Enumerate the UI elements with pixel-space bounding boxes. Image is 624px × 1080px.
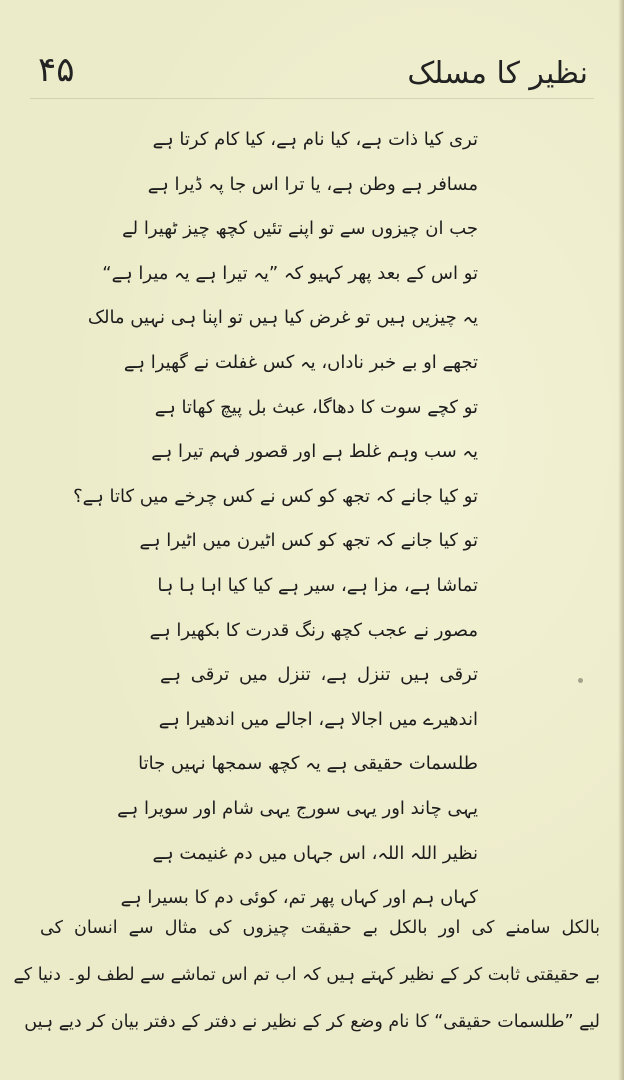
- verse-line: طلسمات حقیقی ہے یہ کچھ سمجھا نہیں جاتا: [138, 753, 478, 775]
- verse-line: تجھے او بے خبر ناداں، یہ کس غفلت نے گھیرا ہے: [123, 351, 478, 373]
- verse-line: ترقی ہیں تنزل ہے، تنزل میں ترقی ہے: [160, 664, 478, 686]
- ink-speck: [578, 678, 583, 683]
- prose-paragraph: [13, 905, 600, 1046]
- verse-line: تماشا ہے، مزا ہے، سیر ہے کیا کیا اہا ہا ہا: [157, 574, 478, 596]
- verse-line: یہ چیزیں ہیں تو غرض کیا ہیں تو اپنا ہی نہیں مالک: [87, 307, 478, 329]
- verse-line: تو اس کے بعد پھر کہیو کہ ”یہ تیرا ہے یہ میرا ہے“: [102, 262, 478, 284]
- verse-line: تو کچے سوت کا دھاگا، عبث بل پیچ کھاتا ہے: [154, 396, 478, 418]
- verse-line: تو کیا جانے کہ تجھ کو کس اٹیرن میں اٹیرا ہے: [139, 530, 478, 552]
- verse-line: مصور نے عجب کچھ رنگ قدرت کا بکھیرا ہے: [149, 619, 478, 641]
- verse-line: کہاں ہم اور کہاں پھر تم، کوئی دم کا بسیرا ہے: [120, 887, 478, 909]
- page-number: ۴۵: [38, 50, 75, 90]
- verse-line: نظیر اللہ اللہ، اس جہاں میں دم غنیمت ہے: [152, 842, 478, 864]
- verse-line: مسافر ہے وطن ہے، یا ترا اس جا پہ ڈیرا ہے: [147, 173, 478, 195]
- verse-line: تو کیا جانے کہ تجھ کو کس نے کس چرخے میں کاتا ہے؟: [73, 485, 478, 507]
- prose-line: لیے ”طلسمات حقیقی“ کا نام وضع کر کے نظیر نے دفتر کے دفتر بیان کر دیے ہیں: [24, 1012, 600, 1032]
- prose-line: بالکل سامنے کی اور بالکل بے حقیقت چیزوں کی مثال سے انسان کی: [40, 918, 600, 938]
- running-title: نظیر کا مسلک: [407, 56, 588, 91]
- verse-line: اندھیرے میں اجالا ہے، اجالے میں اندھیرا ہے: [158, 708, 478, 730]
- verse-line: جب ان چیزوں سے تو اپنے تئیں کچھ چیز ٹھیرا لے: [122, 218, 478, 240]
- verse-line: تری کیا ذات ہے، کیا نام ہے، کیا کام کرتا ہے: [152, 129, 478, 150]
- verse-line: یہ سب وہم غلط ہے اور قصور فہم تیرا ہے: [151, 441, 478, 463]
- prose-line: بے حقیقتی ثابت کر کے نظیر کہتے ہیں کہ اب تم اس تماشے سے لطف لو۔ دنیا کے: [13, 965, 600, 985]
- poem-block: [73, 118, 478, 921]
- verse-line: یہی چاند اور یہی سورج یہی شام اور سویرا ہے: [117, 797, 478, 819]
- page-edge-shadow: [618, 0, 624, 1080]
- header-divider: [30, 98, 594, 99]
